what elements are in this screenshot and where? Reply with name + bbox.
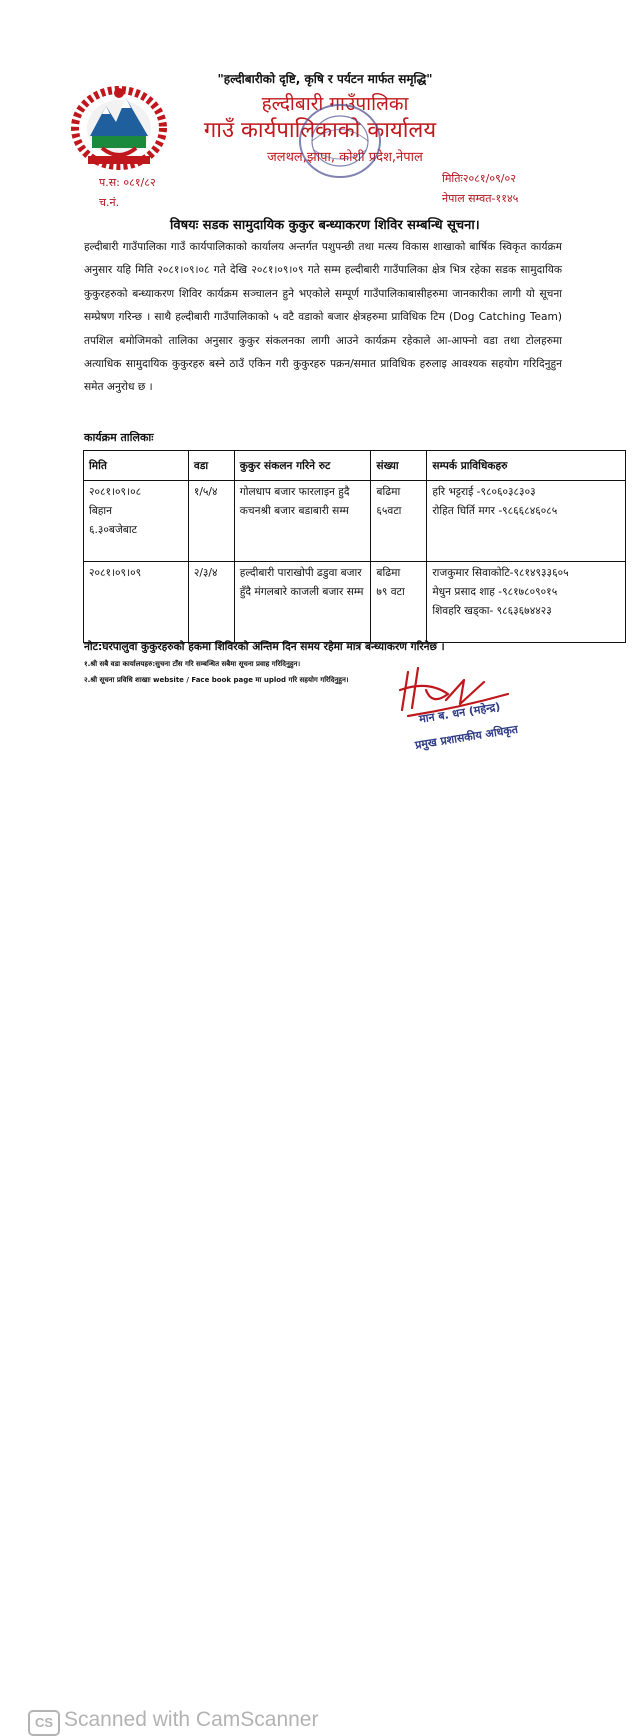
notice-body: हल्दीबारी गाउँपालिका गाउँ कार्यपालिकाको कार्यालय अन्तर्गत पशुपन्छी तथा मत्स्य विकास शाखाको बार्षिक स्विकृत कार्यक्रम अनुसार यहि मिति २०८१।०९।०८ गते देखि २०८१।०९।०९ गते सम्म हल्दीबारी गाउँपालिका क्षेत्र भित्र रहेका सडक सामुदायिक कुकुरहरुको बन्ध्याकरण शिविर कार्यक्रम सञ्चालन हुने भएकोले सम्पूर्ण गाउँपालिकाबासीहरुमा जानकारीका लागी यो सूचना सम्प्रेषण गरिन्छ । साथै हल्दीबारी गाउँपालिकाको ५ वटै वडाको बजार क्षेत्रहरुमा प्राविधिक टिम (Dog Catching Team) तपशिल बमोजिमको तालिका अनुसार कुकुर संकलनका लागी आउने कार्यक्रम रहेकाले आ-आफ्नो वडा तथा टोलहरुमा अत्याधिक सामुदायिक कुकुरहरु बस्ने ठाउँ एकिन गरी कुकुरहरु पक्रन/समात प्राविधिक हरुलाइ आवश्यक सहयोग गरिदिनुहुन समेत अनुरोध छ । xyxy=(84,241,562,394)
header-ward: वडा xyxy=(188,451,234,481)
row-contact: राजकुमार सिवाकोटि-९८१४९३३६०५ xyxy=(432,567,569,579)
row-count-value: ६५वटा xyxy=(376,505,402,517)
row-count-cell xyxy=(371,481,427,562)
slogan: "हल्दीबारीको दृष्टि, कृषि र पर्यटन मार्फत समृद्धि" xyxy=(217,72,433,86)
schedule-table xyxy=(83,450,626,643)
row-date: २०८१।०९।०९ xyxy=(89,567,142,579)
reference-block xyxy=(99,173,156,213)
header-contacts: सम्पर्क प्राविधिकहरु xyxy=(427,451,626,481)
row-route: गोलधाप बजार फारलाइन हुदै कचनश्री बजार बडाबारी सम्म xyxy=(234,481,371,562)
schedule-label: कार्यक्रम तालिकाः xyxy=(84,431,154,444)
header-date: मिति xyxy=(84,451,189,481)
row-count-label: बढिमा xyxy=(376,567,401,579)
header-route: कुकुर संकलन गरिने रुट xyxy=(234,451,371,481)
scanner-watermark xyxy=(0,848,644,1731)
official-stamp-icon xyxy=(292,98,388,184)
row-contact: रोहित घिर्ति मगर -९८६६८४६०८५ xyxy=(432,505,558,517)
nepal-sambat-year: नेपाल सम्वत-११४५ xyxy=(442,192,519,205)
letter-number: प.स: ०८१/८२ xyxy=(99,176,156,189)
footnote-1: १.श्री सबै वडा कार्यालयहरु:सुचना टाँस गरि सम्बन्धित सबैमा सूचना प्रवाह गरिदिनुहुन। xyxy=(84,660,301,668)
row-contacts-cell xyxy=(427,481,626,562)
table-row xyxy=(84,562,626,643)
camscanner-logo-icon: CS xyxy=(28,1710,60,1736)
nepal-emblem-icon xyxy=(66,84,172,170)
row-contact: शिवहरि खड्का- ९८६३६७४४२३ xyxy=(432,605,552,617)
header-count: संख्या xyxy=(371,451,427,481)
signatory-title: प्रमुख प्रशासकीय अधिकृत xyxy=(414,722,519,752)
issue-date: मितिः२०८१/०९/०२ xyxy=(442,172,516,185)
note-text: नोट:घरपालुवा कुकुरहरुको हकमा शिविरको अन्तिम दिन समय रहेमा मात्र बन्ध्याकरण गरिनेछ । xyxy=(84,641,445,653)
camscanner-text: Scanned with CamScanner xyxy=(64,1708,319,1731)
office-address: जलथल,झापा, कोशी प्रदेश,नेपाल xyxy=(267,150,423,165)
row-route: हल्दीबारी पाराखोपी ढडुवा बजार हुँदै मंगलबारे काजली बजार सम्म xyxy=(234,562,371,643)
footnote-2: २.श्री सूचना प्रविधि शाखाः website / Face book page मा uplod गरि सहयोग गरिदिनुहुन। xyxy=(84,676,349,684)
municipality-name: हल्दीबारी गाउँपालिका xyxy=(261,93,409,115)
row-count-cell xyxy=(371,562,427,643)
row-contacts-cell xyxy=(427,562,626,643)
office-name: गाउँ कार्यपालिकाको कार्यालय xyxy=(203,118,437,143)
table-row xyxy=(84,481,626,562)
row-time: बिहान xyxy=(89,505,113,517)
table-header-row xyxy=(84,451,626,481)
signatory-name: मान ब. धन (महेन्द्र) xyxy=(418,700,502,726)
row-date-cell xyxy=(84,481,189,562)
row-count-value: ७९ वटा xyxy=(376,586,405,598)
row-date-cell xyxy=(84,562,189,643)
row-ward: २/३/४ xyxy=(188,562,234,643)
row-date: २०८१।०९।०८ xyxy=(89,486,142,498)
date-block xyxy=(442,169,518,209)
subject-line: विषयः सडक सामुदायिक कुकुर बन्ध्याकरण शिविर सम्बन्धि सूचना। xyxy=(170,218,480,233)
row-time: ६.३०बजेबाट xyxy=(89,524,137,536)
row-contact: हरि भट्टराई -९८०६०३८३०३ xyxy=(432,486,536,498)
row-contact: मेधुन प्रसाद शाह -९८१७८०९०१५ xyxy=(432,586,558,598)
row-count-label: बढिमा xyxy=(376,486,401,498)
dispatch-number: च.नं. xyxy=(99,196,120,209)
row-ward: १/५/४ xyxy=(188,481,234,562)
